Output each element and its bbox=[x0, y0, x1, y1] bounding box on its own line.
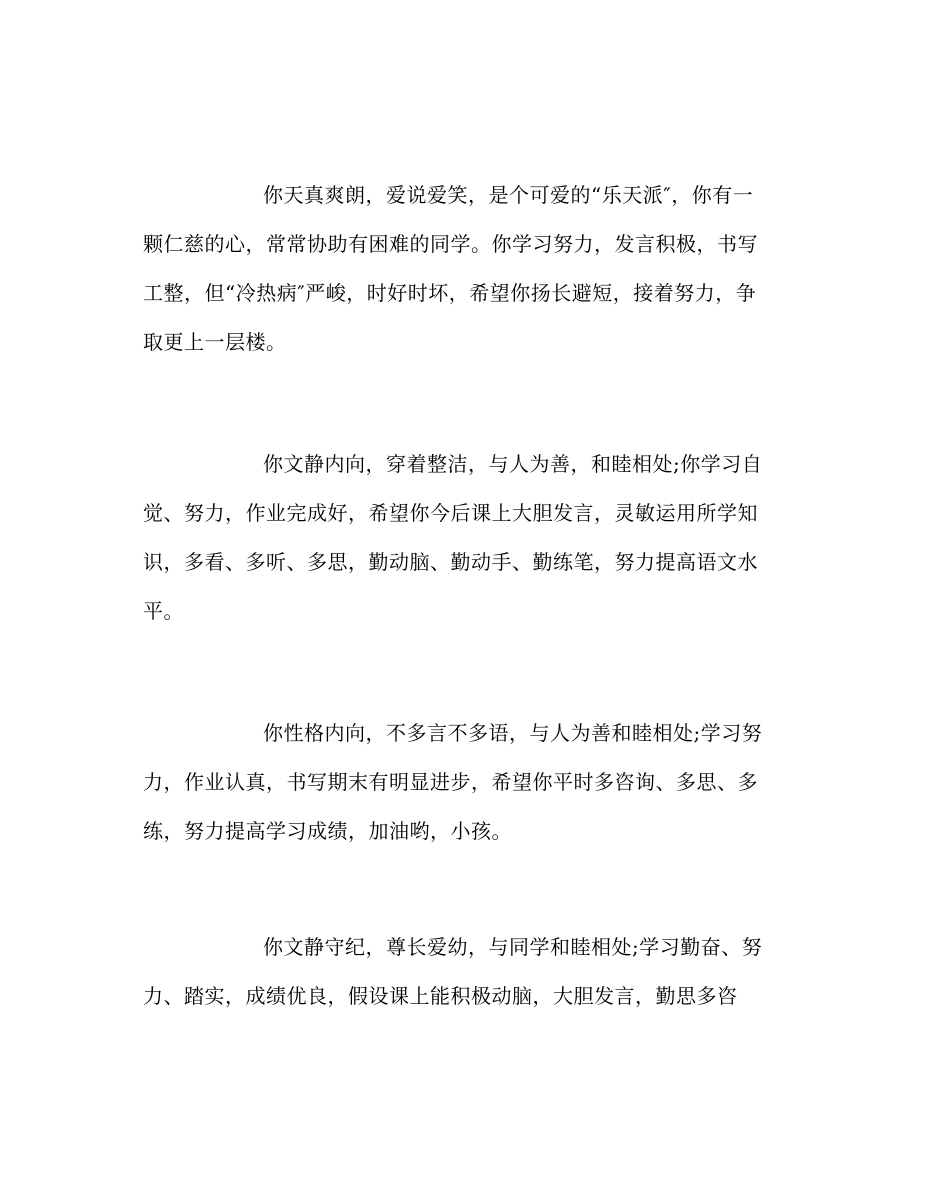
comment-paragraph-3 bbox=[143, 709, 813, 856]
paragraph-line: 练，努力提高学习成绩，加油哟，小孩。 bbox=[143, 819, 512, 843]
paragraph-line: 取更上一层楼。 bbox=[143, 330, 287, 354]
comment-paragraph-2 bbox=[143, 440, 813, 636]
paragraph-line: 你文静守纪，尊长爱幼，与同学和睦相处;学习勤奋、努 bbox=[263, 935, 763, 959]
paragraph-line: 你文静内向，穿着整洁，与人为善，和睦相处;你学习自 bbox=[263, 452, 763, 476]
paragraph-line: 你天真爽朗，爱说爱笑，是个可爱的“乐天派″，你有一 bbox=[263, 183, 754, 207]
comment-paragraph-4 bbox=[143, 923, 813, 1021]
paragraph-line: 识，多看、多听、多思，勤动脑、勤动手、勤练笔，努力提高语文水 bbox=[143, 550, 758, 574]
paragraph-line: 觉、努力，作业完成好，希望你今后课上大胆发言，灵敏运用所学知 bbox=[143, 501, 758, 525]
paragraph-line: 力，作业认真，书写期末有明显进步，希望你平时多咨询、多思、多 bbox=[143, 770, 758, 794]
paragraph-line: 颗仁慈的心，常常协助有困难的同学。你学习努力，发言积极，书写 bbox=[143, 232, 758, 256]
paragraph-line: 工整，但“冷热病″严峻，时好时坏，希望你扬长避短，接着努力，争 bbox=[143, 281, 757, 305]
paragraph-line: 你性格内向，不多言不多语，与人为善和睦相处;学习努 bbox=[263, 721, 763, 745]
paragraph-line: 力、踏实，成绩优良，假设课上能积极动脑，大胆发言，勤思多咨 bbox=[143, 984, 738, 1008]
comment-paragraph-1 bbox=[143, 171, 813, 367]
paragraph-line: 平。 bbox=[143, 599, 184, 623]
